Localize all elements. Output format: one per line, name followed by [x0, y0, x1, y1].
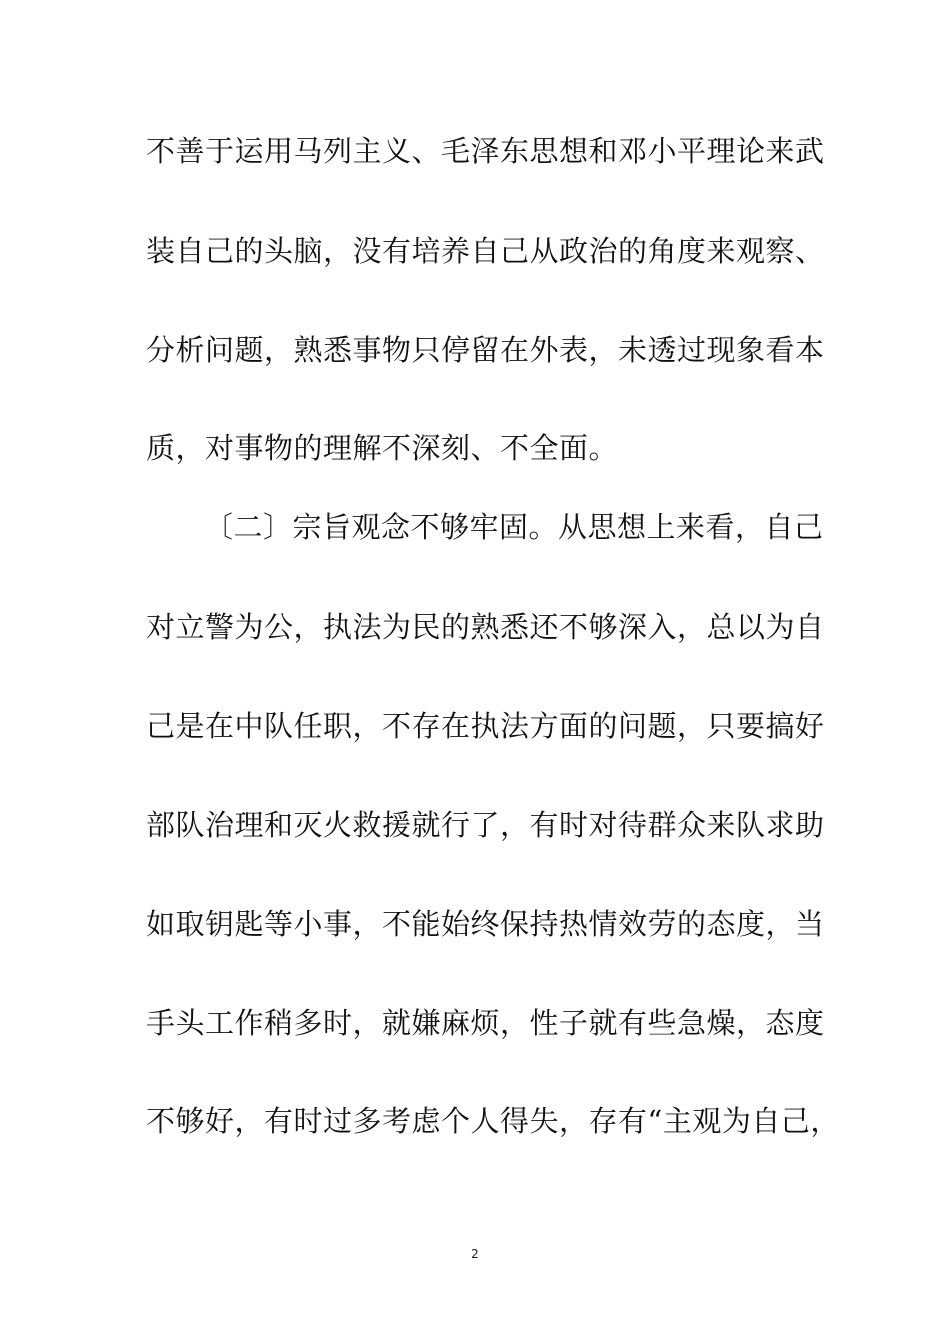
text-line-5: 〔二〕宗旨观念不够牢固。从思想上来看，自己 [204, 510, 824, 544]
text-line-3: 分析问题，熟悉事物只停留在外表，未透过现象看本 [146, 333, 825, 367]
text-line-9: 如取钥匙等小事，不能始终保持热情效劳的态度，当 [146, 907, 825, 941]
page-number: 2 [471, 1247, 479, 1261]
text-line-10: 手头工作稍多时，就嫌麻烦，性子就有些急燥，态度 [146, 1006, 825, 1040]
text-line-7: 己是在中队任职，不存在执法方面的问题，只要搞好 [146, 709, 825, 743]
text-line-8: 部队治理和灭火救援就行了，有时对待群众来队求助 [146, 808, 825, 842]
text-line-4: 质，对事物的理解不深刻、不全面。 [146, 431, 619, 465]
text-line-2: 装自己的头脑，没有培养自己从政治的角度来观察、 [146, 234, 825, 268]
text-line-6: 对立警为公，执法为民的熟悉还不够深入，总以为自 [146, 610, 825, 644]
text-line-11: 不够好，有时过多考虑个人得失，存有“主观为自己， [146, 1104, 840, 1138]
text-line-1: 不善于运用马列主义、毛泽东思想和邓小平理论来武 [146, 134, 825, 168]
